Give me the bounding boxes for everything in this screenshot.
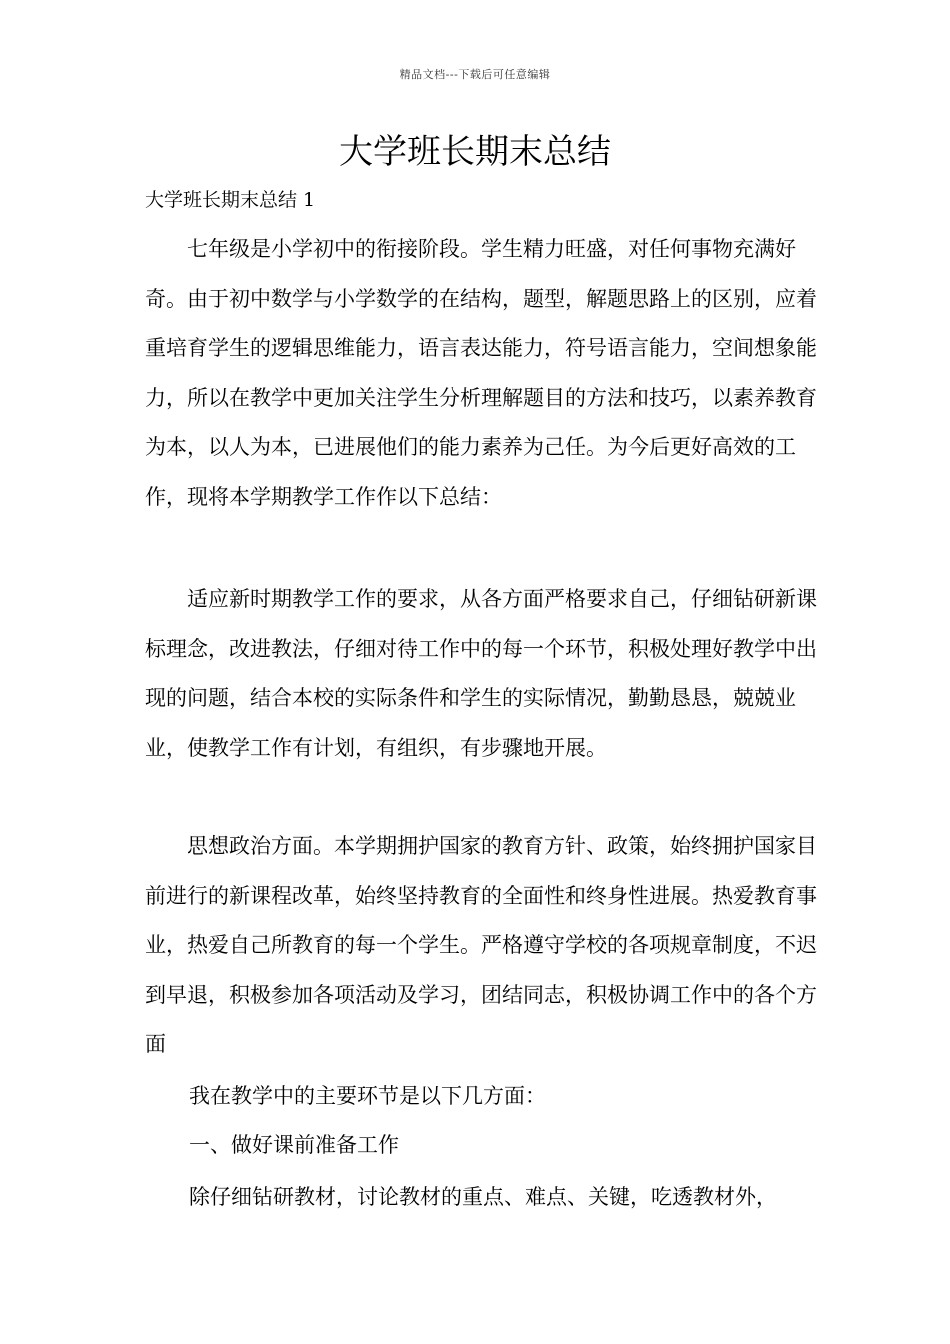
page-title: 大学班长期末总结	[339, 132, 611, 172]
paragraph-intro: 七年级是小学初中的衔接阶段。学生精力旺盛，对任何事物充满好奇。由于初中数学与小学数学的在结构，题型，解题思路上的区别，应着重培育学生的逻辑思维能力，语言表达能力，符号语言能力，空间想象能力，所以在教学中更加关注学生分析理解题目的方法和技巧，以素养教育为本，以人为本，已进展他们的能力素养为己任。为今后更好高效的工作，现将本学期教学工作作以下总结：	[145, 237, 817, 509]
section-heading-one: 一、做好课前准备工作	[189, 1133, 399, 1157]
line-last: 除仔细钻研教材，讨论教材的重点、难点、关键，吃透教材外，	[189, 1185, 777, 1209]
header-note: 精品文档---下载后可任意编辑	[399, 68, 551, 81]
paragraph-political-thought: 思想政治方面。本学期拥护国家的教育方针、政策，始终拥护国家目前进行的新课程改革，始终坚持教育的全面性和终身性进展。热爱教育事业，热爱自己所教育的每一个学生。严格遵守学校的各项规章制度，不迟到早退，积极参加各项活动及学习，团结同志，积极协调工作中的各个方面	[145, 834, 817, 1056]
line-main-steps: 我在教学中的主要环节是以下几方面：	[189, 1084, 546, 1108]
paragraph-teaching-requirements: 适应新时期教学工作的要求，从各方面严格要求自己，仔细钻研新课标理念，改进教法，仔细对待工作中的每一个环节，积极处理好教学中出现的问题，结合本校的实际条件和学生的实际情况，勤勤恳恳，兢兢业业，使教学工作有计划，有组织，有步骤地开展。	[145, 587, 817, 760]
document-subtitle: 大学班长期末总结 1	[145, 189, 316, 211]
